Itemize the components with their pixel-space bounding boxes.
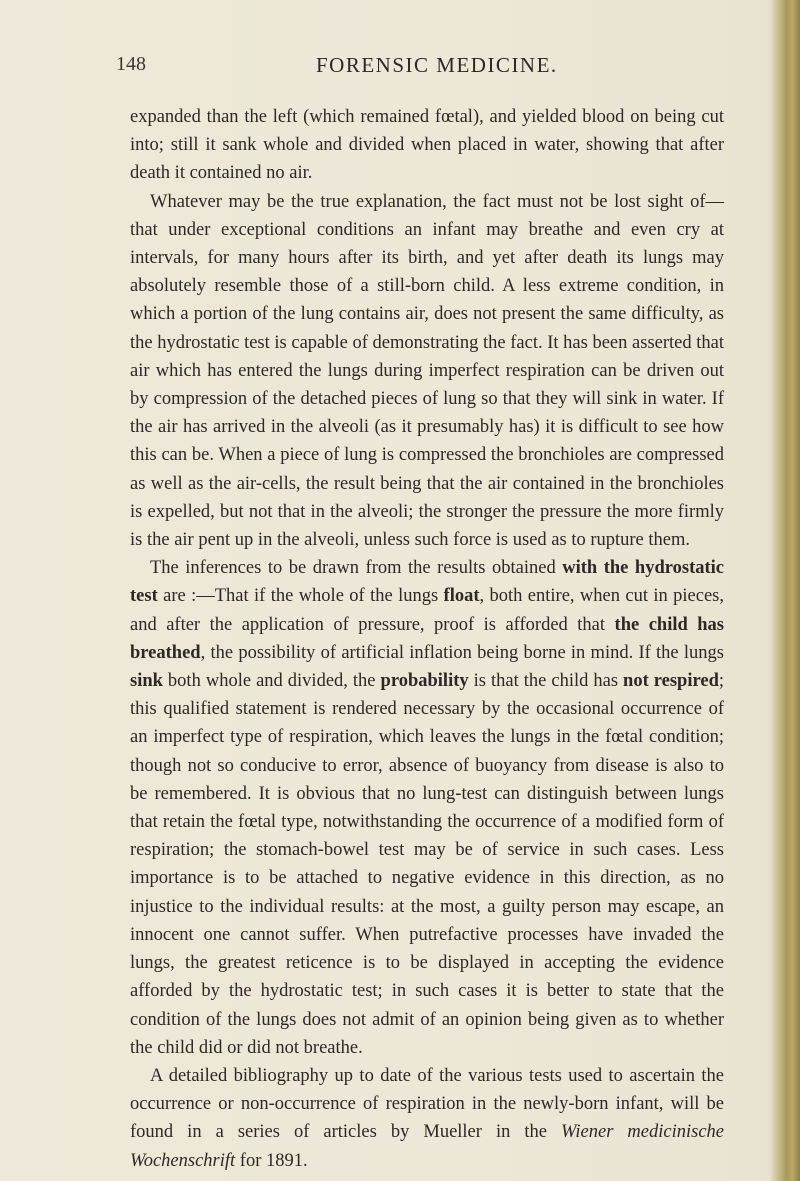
page-number: 148 — [116, 53, 146, 75]
emphasis-bold: with the hydrostatic test — [130, 558, 725, 607]
text-run: both whole and divided, the — [162, 671, 381, 692]
text-run: A detailed bibliography up to date of the various tests used to ascertain the occurrence or non-occurrence of respiration in the newly-born infant, will be found in a series of articles by Mueller in the — [130, 1065, 724, 1143]
emphasis-bold: sink — [130, 671, 163, 692]
journal-title: Wiener medicinische Wochenschrift — [130, 1122, 724, 1171]
text-run: ; this qualified statement is rendered necessary by the occasional occurrence of an imperfect type of respiration, which leaves the lungs in the fœtal condition; though not so conducive to error, absence of buoyancy from disease is also to be remembered. It is obvious that no lung-test can distinguish between lungs that retain the fœtal type, notwithstanding the occurrence of a modified form of respiration; the stomach-bowel test may be of service in such cases. Less importance is to be attached to negative evidence in this direction, as no injustice to the individual results: at the most, a guilty person may escape, an innocent one cannot suffer. When putrefactive processes have invaded the lungs, the greatest reticence is to be displayed in accepting the evidence afforded by the hydrostatic test; in such cases it is better to state that the condition of the lungs does not admit of an opinion being given as to whether the child did or did not breathe. — [130, 671, 724, 1058]
text-run: are :—That if the whole of the lungs — [157, 586, 444, 607]
emphasis-bold: not respired — [623, 671, 719, 692]
page-header — [116, 53, 736, 85]
page-edge — [770, 0, 800, 1181]
text-run: , the possibility of artificial inflation being borne in mind. If the lungs — [200, 642, 724, 663]
text-run: , both entire, when cut in pieces, and after the application of pressure, proof is afforded that — [130, 586, 724, 635]
paragraph-explanation: Whatever may be the true explanation, the fact must not be lost sight of—that under exceptional conditions an infant may breathe and even cry at intervals, for many hours after its birth, and yet after death its lungs may absolutely resemble those of a still-born child. A less extreme condition, in which a portion of the lung contains air, does not present the same difficulty, as the hydrostatic test is capable of demonstrating the fact. It has been asserted that air which has entered the lungs during imperfect respiration can be driven out by compression of the detached pieces of lung so that they will sink in water. If the air has arrived in the alveoli (as it presumably has) it is difficult to see how this can be. When a piece of lung is compressed the bronchioles are compressed as well as the air-cells, the result being that the air contained in the bronchioles is expelled, but not that in the alveoli; the stronger the pressure the more firmly is the air pent up in the alveoli, unless such force is used as to rupture them. — [130, 191, 724, 551]
body-text — [130, 103, 724, 1175]
paragraph-continued: expanded than the left (which remained fœtal), and yielded blood on being cut into; still it sank whole and divided when placed in water, showing that after death it contained no air. — [130, 107, 724, 184]
emphasis-bold: the child has breathed — [130, 614, 724, 663]
emphasis-bold: probability — [380, 671, 469, 692]
paragraph-bibliography — [130, 1062, 724, 1175]
text-run: The inferences to be drawn from the results obtained — [150, 558, 563, 579]
paragraph-inferences — [130, 554, 724, 1062]
text-run: is that the child has — [468, 671, 624, 692]
emphasis-bold: float — [443, 586, 480, 607]
running-head: FORENSIC MEDICINE. — [316, 53, 558, 77]
text-run: for 1891. — [235, 1150, 308, 1171]
